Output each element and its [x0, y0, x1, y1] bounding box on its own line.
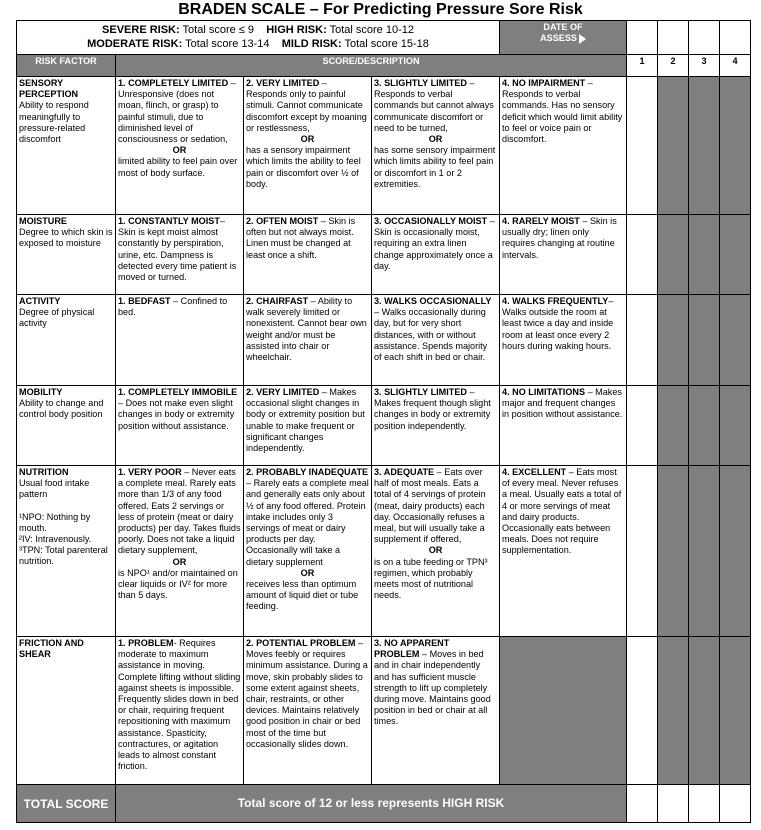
- legend-moderate-value: Total score 13-14: [185, 38, 270, 50]
- risk-factor-desc: Degree to which skin is exposed to moisture: [19, 227, 113, 249]
- legend-moderate-label: MODERATE RISK:: [87, 38, 183, 50]
- footnote-npo: ¹NPO: Nothing by mouth.: [19, 511, 91, 533]
- risk-factor-desc: Usual food intake pattern: [19, 478, 90, 500]
- total-score-input-3[interactable]: [689, 785, 720, 823]
- score-cell-3: 3. SLIGHTLY LIMITED – Responds to verbal commands but cannot always communicate discomfort or need to be turned, OR has some sensory impairment which limits ability to feel pain or discomfort in 1 or 2 extremities.: [372, 77, 500, 215]
- date-input-4[interactable]: [720, 21, 751, 55]
- legend-severe-label: SEVERE RISK:: [102, 24, 180, 36]
- score-cell-1: 1. COMPLETELY IMMOBILE – Does not make even slight changes in body or extremity position without assistance.: [116, 386, 244, 466]
- score-cell-4: 4. WALKS FREQUENTLY– Walks outside the room at least twice a day and inside room at least once every 2 hours during waking hours.: [500, 295, 627, 386]
- assessment-cell[interactable]: [689, 466, 720, 637]
- legend-high-label: HIGH RISK:: [266, 24, 327, 36]
- risk-factor-desc: Ability to respond meaningfully to pressure-related discomfort: [19, 100, 89, 145]
- assessment-cell[interactable]: [658, 466, 689, 637]
- risk-factor-name: SENSORY PERCEPTION: [19, 78, 79, 100]
- score-cell-3: 3. SLIGHTLY LIMITED – Makes frequent though slight changes in body or extremity position independently.: [372, 386, 500, 466]
- legend-severe-value: Total score ≤ 9: [182, 24, 254, 36]
- risk-factor-cell: [17, 637, 116, 785]
- risk-factor-cell: [17, 295, 116, 386]
- assessment-cell[interactable]: [689, 637, 720, 785]
- score-cell-2: 2. VERY LIMITED – Responds only to painful stimuli. Cannot communicate discomfort except by moaning or restlessness, OR has a sensory impairment which limits the ability to feel pain or discomfort over ½ of body.: [244, 77, 372, 215]
- risk-legend: [17, 21, 500, 55]
- assessment-col-2: 2: [658, 55, 689, 77]
- score-cell-2: 2. POTENTIAL PROBLEM – Moves feebly or requires minimum assistance. During a move, skin probably slides to some extent against sheets, chair, restraints, or other devices. Maintains relatively good position in chair or bed most of the time but occasionally slides down.: [244, 637, 372, 785]
- score-cell-3: 3. NO APPARENT PROBLEM – Moves in bed and in chair independently and has sufficient muscle strength to lift up completely during move. Maintains good position in bed or chair at all times.: [372, 637, 500, 785]
- date-of-assess-header: [500, 21, 627, 55]
- assessment-cell[interactable]: [627, 466, 658, 637]
- assessment-cell[interactable]: [658, 215, 689, 295]
- assessment-cell[interactable]: [720, 637, 751, 785]
- assessment-cell[interactable]: [658, 295, 689, 386]
- assessment-cell[interactable]: [627, 637, 658, 785]
- score-cell-2: 2. VERY LIMITED – Makes occasional slight changes in body or extremity position but unable to make frequent or significant changes independently.: [244, 386, 372, 466]
- total-score-label: TOTAL SCORE: [17, 785, 116, 823]
- assessment-cell[interactable]: [720, 295, 751, 386]
- risk-factor-name: MOISTURE: [19, 216, 67, 226]
- date-of-assess-line1: DATE OF: [543, 22, 583, 32]
- score-cell-2: 2. OFTEN MOIST – Skin is often but not always moist. Linen must be changed at least once a shift.: [244, 215, 372, 295]
- page-title: BRADEN SCALE – For Predicting Pressure Sore Risk: [178, 1, 583, 18]
- date-input-1[interactable]: [627, 21, 658, 55]
- assessment-cell[interactable]: [627, 77, 658, 215]
- row-activity: [17, 295, 751, 386]
- assessment-cell[interactable]: [658, 386, 689, 466]
- legend-high-value: Total score 10-12: [329, 24, 414, 36]
- risk-factor-name: ACTIVITY: [19, 296, 61, 306]
- score-cell-3: 3. WALKS OCCASIONALLY – Walks occasionally during day, but for very short distances, with or without assistance. Spends majority of each shift in bed or chair.: [372, 295, 500, 386]
- score-cell-3: 3. ADEQUATE – Eats over half of most meals. Eats a total of 4 servings of protein (meat, dairy products) each day. Occasionally refuses a meal, but will usually take a supplement if offered, OR is on a tube feeding or TPN³ regimen, which probably meets most of nutritional needs.: [372, 466, 500, 637]
- assessment-cell[interactable]: [658, 77, 689, 215]
- assessment-cell[interactable]: [627, 215, 658, 295]
- assessment-cell[interactable]: [689, 386, 720, 466]
- score-cell-2: 2. CHAIRFAST – Ability to walk severely limited or nonexistent. Cannot bear own weight and/or must be assisted into chair or wheelchair.: [244, 295, 372, 386]
- assessment-cell[interactable]: [627, 295, 658, 386]
- score-cell-4: 4. NO IMPAIRMENT – Responds to verbal commands. Has no sensory deficit which would limit ability to feel or voice pain or discomfort.: [500, 77, 627, 215]
- legend-mild-label: MILD RISK:: [281, 38, 342, 50]
- risk-factor-desc: Ability to change and control body position: [19, 398, 104, 420]
- risk-factor-header: RISK FACTOR: [17, 55, 116, 77]
- row-moisture: [17, 215, 751, 295]
- row-total-score: [17, 785, 751, 823]
- assessment-cell[interactable]: [720, 215, 751, 295]
- assessment-cell[interactable]: [720, 466, 751, 637]
- score-cell-4: 4. RARELY MOIST – Skin is usually dry; linen only requires changing at routine intervals.: [500, 215, 627, 295]
- assessment-cell[interactable]: [689, 295, 720, 386]
- risk-factor-name: FRICTION AND SHEAR: [19, 638, 84, 660]
- score-cell-4: 4. EXCELLENT – Eats most of every meal. Never refuses a meal. Usually eats a total of 4 or more servings of meat and dairy products. Occasionally eats between meals. Does not require supplementation.: [500, 466, 627, 637]
- assessment-cell[interactable]: [720, 77, 751, 215]
- score-cell-1: 1. PROBLEM- Requires moderate to maximum assistance in moving. Complete lifting without sliding against sheets is impossible. Frequently slides down in bed or chair, requiring frequent repositioning with maximum assistance. Spasticity, contractures, or agitation leads to almost constant friction.: [116, 637, 244, 785]
- high-risk-message: Total score of 12 or less represents HIGH RISK: [116, 785, 627, 823]
- assessment-cell[interactable]: [689, 215, 720, 295]
- assessment-col-1: 1: [627, 55, 658, 77]
- footnote-iv: ²IV: Intravenously.: [19, 534, 92, 545]
- legend-mild-value: Total score 15-18: [344, 38, 429, 50]
- assessment-cell[interactable]: [689, 77, 720, 215]
- date-input-2[interactable]: [658, 21, 689, 55]
- risk-factor-cell: [17, 466, 116, 637]
- score-cell-1: 1. VERY POOR – Never eats a complete meal. Rarely eats more than 1/3 of any food offered. Eats 2 servings or less of protein (meat or dairy products) per day. Takes fluids poorly. Does not take a liquid dietary supplement, OR is NPO¹ and/or maintained on clear liquids or IV² for more than 5 days.: [116, 466, 244, 637]
- assessment-cell[interactable]: [658, 637, 689, 785]
- total-score-input-4[interactable]: [720, 785, 751, 823]
- assessment-col-4: 4: [720, 55, 751, 77]
- score-cell-3: 3. OCCASIONALLY MOIST – Skin is occasionally moist, requiring an extra linen change approximately once a day.: [372, 215, 500, 295]
- total-score-input-1[interactable]: [627, 785, 658, 823]
- total-score-input-2[interactable]: [658, 785, 689, 823]
- risk-factor-name: NUTRITION: [19, 467, 69, 477]
- risk-factor-cell: [17, 386, 116, 466]
- score-cell-1: 1. COMPLETELY LIMITED – Unresponsive (does not moan, flinch, or grasp) to painful stimuli, due to diminished level of consciousness or sedation, OR limited ability to feel pain over most of body surface.: [116, 77, 244, 215]
- row-friction-shear: [17, 637, 751, 785]
- risk-factor-desc: Degree of physical activity: [19, 307, 95, 329]
- assessment-cell[interactable]: [627, 386, 658, 466]
- assessment-col-3: 3: [689, 55, 720, 77]
- score-description-header: SCORE/DESCRIPTION: [116, 55, 627, 77]
- assessment-cell[interactable]: [720, 386, 751, 466]
- footnote-tpn: ³TPN: Total parenteral nutrition.: [19, 545, 108, 567]
- braden-scale-table: [16, 20, 751, 823]
- date-of-assess-line2: ASSESS: [540, 33, 577, 44]
- score-cell-2: 2. PROBABLY INADEQUATE – Rarely eats a complete meal and generally eats only about ½ of any food offered. Protein intake includes only 3 servings of meat or dairy products per day. Occasionally will take a dietary supplement OR receives less than optimum amount of liquid diet or tube feeding.: [244, 466, 372, 637]
- score-cell-4: 4. NO LIMITATIONS – Makes major and frequent changes in position without assistance.: [500, 386, 627, 466]
- risk-factor-name: MOBILITY: [19, 387, 63, 397]
- date-input-3[interactable]: [689, 21, 720, 55]
- row-sensory-perception: [17, 77, 751, 215]
- risk-factor-cell: [17, 77, 116, 215]
- score-cell-4-blank: [500, 637, 627, 785]
- score-cell-1: 1. CONSTANTLY MOIST– Skin is kept moist almost constantly by perspiration, urine, etc. Dampness is detected every time patient is moved or turned.: [116, 215, 244, 295]
- arrow-right-icon: [579, 34, 586, 44]
- row-nutrition: [17, 466, 751, 637]
- score-cell-1: 1. BEDFAST – Confined to bed.: [116, 295, 244, 386]
- risk-factor-cell: [17, 215, 116, 295]
- row-mobility: [17, 386, 751, 466]
